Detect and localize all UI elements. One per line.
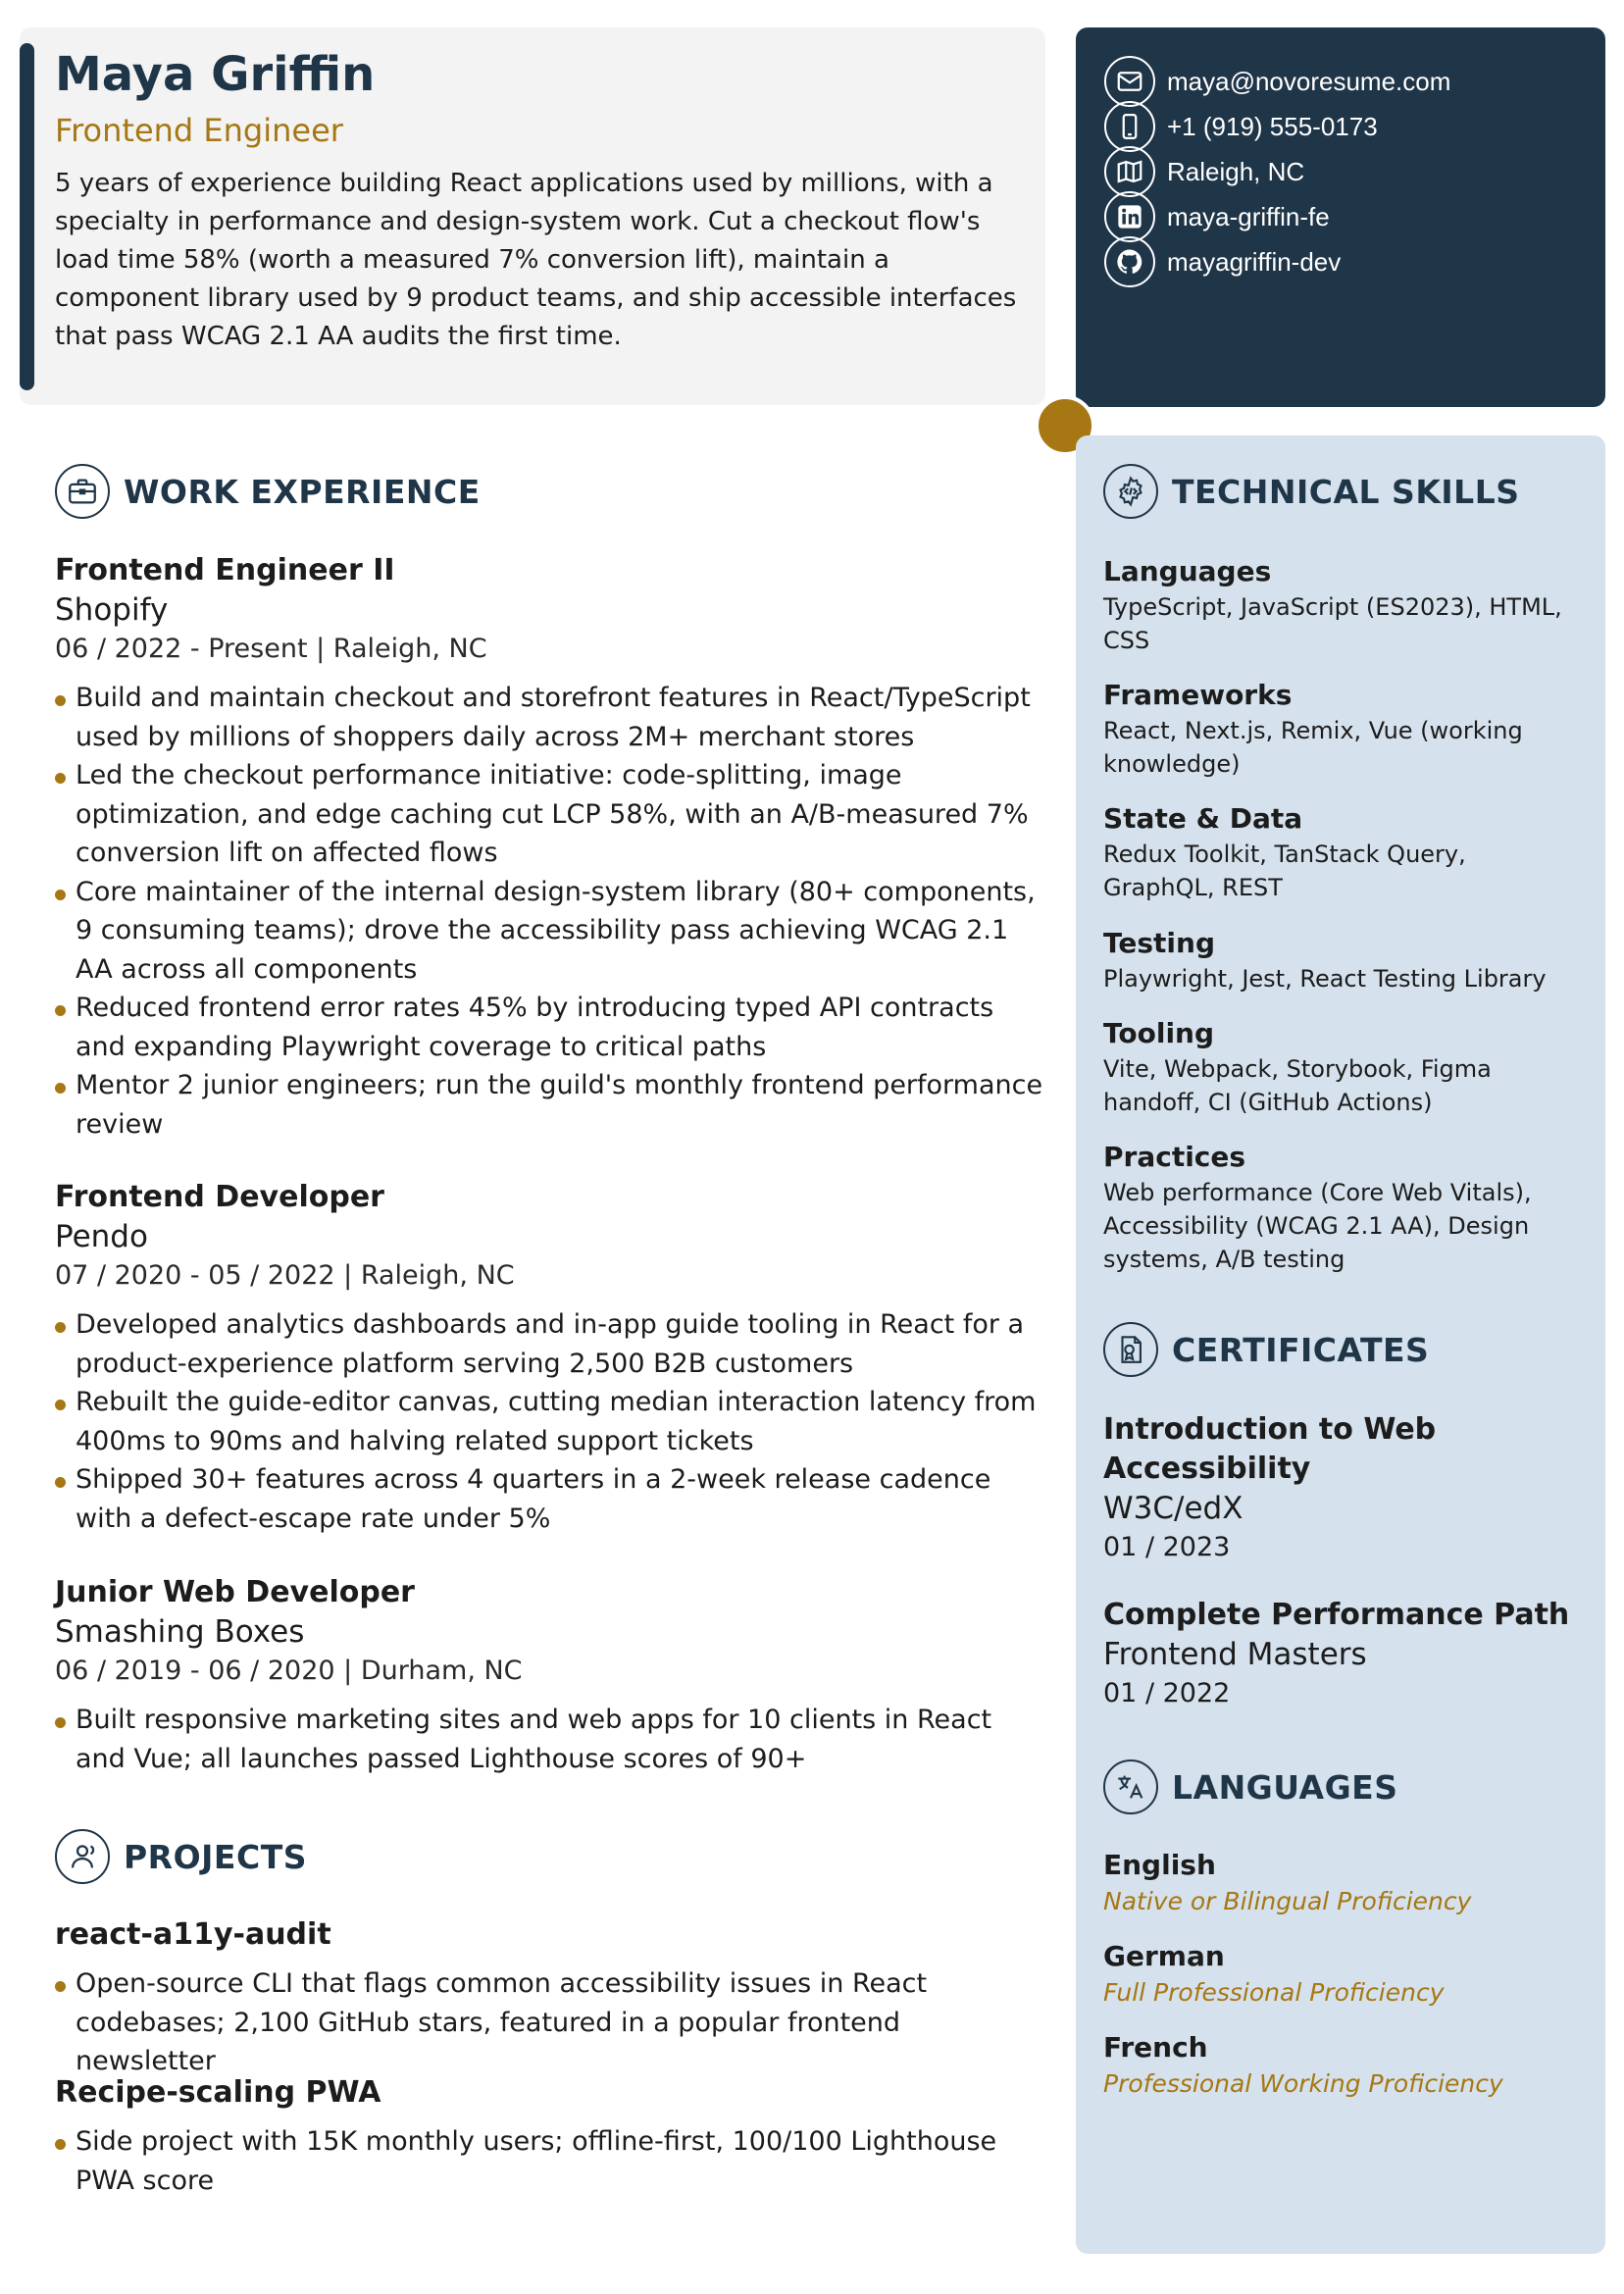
header-card xyxy=(20,27,1045,405)
language-name: French xyxy=(1103,2031,1208,2064)
candidate-name: Maya Griffin xyxy=(55,47,376,102)
job-bullet: Built responsive marketing sites and web apps for 10 clients in React and Vue; all launches passed Lighthouse scores of 90+ xyxy=(55,1701,1045,1778)
job-title: Junior Web Developer xyxy=(55,1575,415,1609)
certificate-name: Introduction to Web Accessibility xyxy=(1103,1412,1437,1486)
certificate-entry xyxy=(1103,1410,1584,1566)
section-title-certificates: CERTIFICATES xyxy=(1172,1330,1430,1369)
job-company: Pendo xyxy=(55,1219,148,1254)
section-title-languages: LANGUAGES xyxy=(1172,1767,1398,1807)
job-company: Shopify xyxy=(55,592,169,628)
certificate-org: W3C/edX xyxy=(1103,1491,1243,1526)
project-bullets xyxy=(55,2122,1045,2200)
certificate-date: 01 / 2023 xyxy=(1103,1532,1231,1562)
job-meta: 06 / 2022 - Present | Raleigh, NC xyxy=(55,634,487,664)
language-level: Full Professional Proficiency xyxy=(1103,1978,1445,2007)
skill-group xyxy=(1103,553,1584,657)
skill-name: State & Data xyxy=(1103,802,1303,835)
job-bullets xyxy=(55,1305,1045,1538)
project-entry xyxy=(55,2073,1045,2200)
skill-desc: Redux Toolkit, TanStack Query, GraphQL, REST xyxy=(1103,841,1466,901)
skill-group xyxy=(1103,925,1584,995)
location-text: Raleigh, NC xyxy=(1167,156,1305,186)
certificates-heading xyxy=(1103,1322,1429,1377)
job-bullet: Led the checkout performance initiative: code-splitting, image optimization, and edge caching cut LCP 58%, with an A/B-measured 7% conversion lift on affected flows xyxy=(55,756,1045,873)
contact-github xyxy=(1104,234,1341,289)
language-entry xyxy=(1103,2029,1584,2102)
job-entry xyxy=(55,551,1045,1144)
project-bullet: Open-source CLI that flags common accessibility issues in React codebases; 2,100 GitHub stars, featured in a popular frontend newsletter xyxy=(55,1964,1045,2081)
skill-desc: Web performance (Core Web Vitals), Accessibility (WCAG 2.1 AA), Design systems, A/B testing xyxy=(1103,1179,1532,1273)
language-level: Native or Bilingual Proficiency xyxy=(1103,1887,1472,1915)
language-level: Professional Working Proficiency xyxy=(1103,2069,1503,2098)
project-entry xyxy=(55,1915,1045,2081)
summary: 5 years of experience building React applications used by millions, with a specialty in performance and design-system work. Cut a checkout flow's load time 58% (worth a measured 7% conversion lift), maintain a component library used by 9 product teams, and ship accessible interfaces that pass WCAG 2.1 AA audits the first time. xyxy=(55,169,1017,351)
job-bullet: Shipped 30+ features across 4 quarters in a 2-week release cadence with a defect-escape rate under 5% xyxy=(55,1460,1045,1538)
job-entry xyxy=(55,1178,1045,1538)
job-meta: 06 / 2019 - 06 / 2020 | Durham, NC xyxy=(55,1656,523,1686)
language-entry xyxy=(1103,1847,1584,1919)
project-title: Recipe-scaling PWA xyxy=(55,2075,381,2110)
skill-name: Testing xyxy=(1103,927,1215,959)
job-bullets xyxy=(55,1701,1045,1778)
project-title: react-a11y-audit xyxy=(55,1917,331,1952)
project-bullet: Side project with 15K monthly users; offline-first, 100/100 Lighthouse PWA score xyxy=(55,2122,1045,2200)
job-bullet: Rebuilt the guide-editor canvas, cutting median interaction latency from 400ms to 90ms and halving related support tickets xyxy=(55,1383,1045,1460)
linkedin-text[interactable]: maya-griffin-fe xyxy=(1167,201,1330,231)
skill-desc: Playwright, Jest, React Testing Library xyxy=(1103,965,1547,993)
language-entry xyxy=(1103,1938,1584,2011)
skill-name: Frameworks xyxy=(1103,679,1293,711)
certificate-org: Frontend Masters xyxy=(1103,1637,1367,1672)
gear-code-icon xyxy=(1103,464,1158,519)
skill-name: Practices xyxy=(1103,1141,1246,1173)
certificate-name: Complete Performance Path xyxy=(1103,1598,1570,1632)
skill-desc: React, Next.js, Remix, Vue (working knowledge) xyxy=(1103,717,1523,778)
job-bullet: Developed analytics dashboards and in-app guide tooling in React for a product-experience platform serving 2,500 B2B customers xyxy=(55,1305,1045,1383)
job-bullet: Build and maintain checkout and storefront features in React/TypeScript used by millions of shoppers daily across 2M+ merchant stores xyxy=(55,679,1045,756)
phone-text: +1 (919) 555-0173 xyxy=(1167,111,1378,141)
skill-group xyxy=(1103,1139,1584,1276)
job-bullet: Mentor 2 junior engineers; run the guild's monthly frontend performance review xyxy=(55,1066,1045,1144)
people-icon xyxy=(55,1829,110,1884)
job-title: Frontend Engineer II xyxy=(55,553,395,587)
job-bullet: Core maintainer of the internal design-system library (80+ components, 9 consuming teams); drove the accessibility pass achieving WCAG 2.1 AA across all components xyxy=(55,873,1045,990)
projects-heading xyxy=(55,1829,307,1884)
certificate-date: 01 / 2022 xyxy=(1103,1678,1231,1708)
section-title-skills: TECHNICAL SKILLS xyxy=(1172,472,1520,511)
skill-name: Languages xyxy=(1103,555,1272,587)
candidate-role: Frontend Engineer xyxy=(55,112,343,149)
github-text[interactable]: mayagriffin-dev xyxy=(1167,246,1342,277)
skill-group xyxy=(1103,677,1584,781)
skill-group xyxy=(1103,800,1584,904)
contact-card xyxy=(1076,27,1605,407)
translate-icon xyxy=(1103,1759,1158,1814)
section-title-projects: PROJECTS xyxy=(124,1837,307,1876)
project-bullets xyxy=(55,1964,1045,2081)
skill-name: Tooling xyxy=(1103,1017,1215,1049)
job-entry xyxy=(55,1573,1045,1778)
technical-skills-heading xyxy=(1103,464,1520,519)
section-title-work: WORK EXPERIENCE xyxy=(124,472,481,511)
skill-desc: TypeScript, JavaScript (ES2023), HTML, CSS xyxy=(1103,593,1562,654)
header-accent-bar xyxy=(20,43,34,390)
job-title: Frontend Developer xyxy=(55,1180,384,1214)
skill-desc: Vite, Webpack, Storybook, Figma handoff, CI (GitHub Actions) xyxy=(1103,1055,1492,1116)
certificate-icon xyxy=(1103,1322,1158,1377)
email-text[interactable]: maya@novoresume.com xyxy=(1167,66,1451,96)
job-meta: 07 / 2020 - 05 / 2022 | Raleigh, NC xyxy=(55,1260,515,1291)
languages-heading xyxy=(1103,1759,1398,1814)
work-experience-heading xyxy=(55,464,481,519)
language-name: English xyxy=(1103,1849,1216,1881)
certificate-entry xyxy=(1103,1596,1584,1712)
briefcase-icon xyxy=(55,464,110,519)
job-bullets xyxy=(55,679,1045,1144)
github-icon xyxy=(1104,236,1155,287)
language-name: German xyxy=(1103,1940,1225,1972)
job-bullet: Reduced frontend error rates 45% by introducing typed API contracts and expanding Playwright coverage to critical paths xyxy=(55,989,1045,1066)
skill-group xyxy=(1103,1015,1584,1119)
job-company: Smashing Boxes xyxy=(55,1614,305,1650)
